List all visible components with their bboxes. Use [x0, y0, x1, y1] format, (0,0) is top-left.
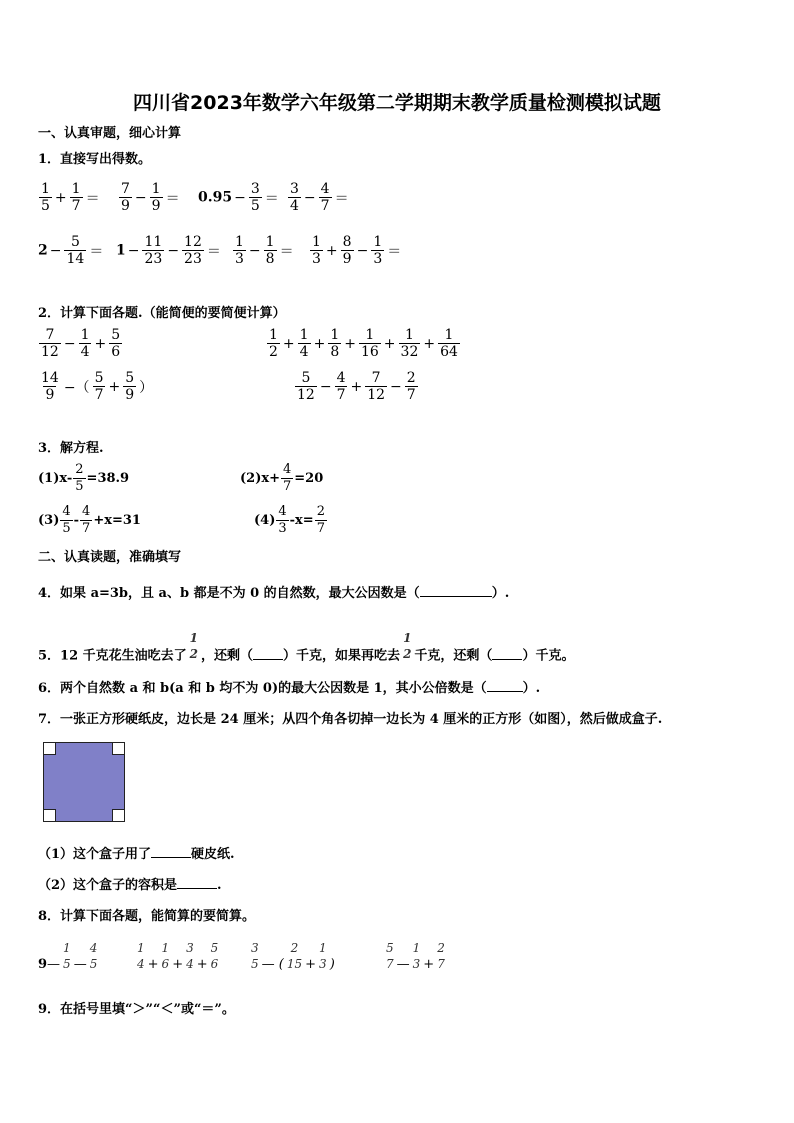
question-6: 6．两个自然数 a 和 b(a 和 b 均不为 0)的最大公因数是 1，其小公倍数是（ ）.: [38, 681, 541, 696]
answer-blank[interactable]: [487, 691, 523, 692]
q8-expr-3: 3 5 — ( 2 15 + 1 3 ): [251, 941, 335, 972]
q8-expr-1: 9— 1 5 — 4 5: [38, 941, 98, 972]
equation-2: (2)x+ $\frac{4}{7}$ =20: [240, 462, 324, 494]
equation-3: (3) $\frac{4}{5}$ - $\frac{4}{7}$ +x=31: [38, 504, 141, 536]
cut-corner: [43, 809, 56, 822]
page-title: 四川省2023年数学六年级第二学期期末教学质量检测模拟试题: [133, 92, 661, 114]
cut-corner: [112, 809, 125, 822]
answer-blank[interactable]: [420, 596, 492, 597]
q1-row2-a: 2 − $\frac{5}{14}$ ＝: [38, 234, 104, 267]
q1-row2-d: $\frac{1}{3}$ + $\frac{8}{9}$ − $\frac{1}{3}$ ＝: [312, 234, 402, 267]
q2-expr-1: $\frac{7}{12}$ − $\frac{1}{4}$ + $\frac{5}{6}$: [41, 327, 121, 360]
q1-row1-d: $\frac{3}{4}$ − $\frac{4}{7}$ ＝: [290, 181, 349, 214]
question-1: 1．直接写出得数。: [38, 152, 152, 167]
q1-row1-b: $\frac{7}{9}$ − $\frac{1}{9}$ ＝: [121, 181, 180, 214]
question-9: 9．在括号里填“＞”“＜”或“＝”。: [38, 1002, 235, 1017]
question-7-part-1: （1）这个盒子用了 硬皮纸.: [38, 847, 235, 862]
q2-expr-3: $\frac{14}{9}$ −（ $\frac{5}{7}$ + $\frac{5}{9}$ ）: [41, 370, 154, 403]
square-cardboard-figure: [43, 742, 125, 822]
equation-4: (4) $\frac{4}{3}$ -x= $\frac{2}{7}$: [254, 504, 325, 536]
cut-corner: [112, 742, 125, 755]
answer-blank[interactable]: [253, 659, 283, 660]
answer-blank[interactable]: [492, 659, 522, 660]
question-4: 4．如果 a=3b，且 a、b 都是不为 0 的自然数，最大公因数是（ ）.: [38, 586, 510, 601]
answer-blank[interactable]: [151, 857, 191, 858]
answer-blank[interactable]: [177, 888, 217, 889]
question-8: 8．计算下面各题，能简算的要简算。: [38, 909, 256, 924]
question-7-part-2: （2）这个盒子的容积是 .: [38, 878, 222, 893]
equation-1: (1)x- $\frac{2}{5}$ =38.9: [38, 462, 130, 494]
question-3: 3．解方程.: [38, 441, 104, 456]
section-2-heading: 二、认真读题，准确填写: [38, 550, 182, 565]
q8-expr-4: 5 7 — 1 3 + 2 7: [386, 941, 445, 972]
q8-expr-2: 1 4 + 1 6 + 3 4 + 5 6: [137, 941, 219, 972]
question-7: 7．一张正方形硬纸皮，边长是 24 厘米；从四个角各切掉一边长为 4 厘米的正方形（如图），然后做成盒子.: [38, 712, 663, 727]
q2-expr-2: $\frac{1}{2}$ + $\frac{1}{4}$ + $\frac{1}{8}$ + $\frac{1}{16}$ + $\frac{1}{32}$ + $\frac{1}{64}$: [269, 327, 458, 360]
q1-row1-c: 0.95 − $\frac{3}{5}$ ＝: [198, 181, 279, 214]
section-1-heading: 一、认真审题，细心计算: [38, 126, 182, 141]
q2-expr-4: $\frac{5}{12}$ − $\frac{4}{7}$ + $\frac{7}{12}$ − $\frac{2}{7}$: [297, 370, 416, 403]
cut-corner: [43, 742, 56, 755]
q1-row2-b: 1 − $\frac{11}{23}$ − $\frac{12}{23}$ ＝: [116, 234, 221, 267]
q1-row2-c: $\frac{1}{3}$ − $\frac{1}{8}$ ＝: [235, 234, 294, 267]
q1-row1: $\frac{1}{5}$ + $\frac{1}{7}$ ＝: [41, 181, 100, 214]
question-5: 5．12 千克花生油吃去了 1 2 ，还剩（ ）千克，如果再吃去 1 2 千克，还剩（ ）千克。: [38, 631, 575, 664]
question-2: 2．计算下面各题.（能简便的要简便计算）: [38, 306, 286, 321]
